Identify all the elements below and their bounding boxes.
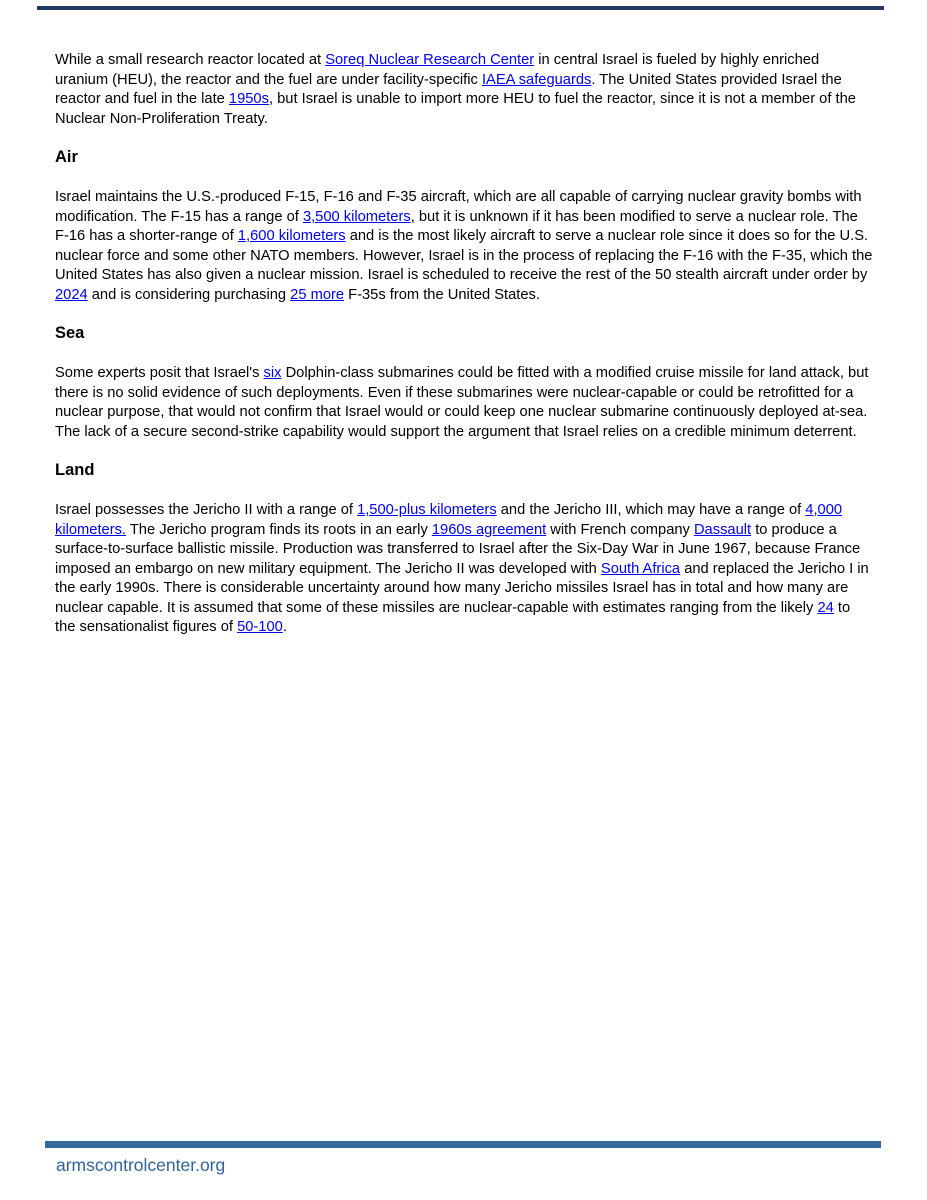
link-iaea-safeguards[interactable]: IAEA safeguards <box>481 71 592 88</box>
text-run: and is the most likely aircraft to serve a nuclear role since it does so for the U.S. nuclear force and some other NATO members. However, Israel is in the process of replacing the F-16 with the F-35, which the United States has also given a nuclear mission. Israel is scheduled to receive the rest of the 50 stealth aircraft under order by <box>55 228 873 283</box>
section-heading-air: Air <box>55 148 78 166</box>
text-run: , but it is unknown if it has been modified to serve a nuclear role. The F-16 has a shorter-range of <box>55 208 858 244</box>
text-run: F-35s from the United States. <box>344 286 540 303</box>
text-run: Some experts posit that Israel's <box>55 365 264 381</box>
link-1960s-agreement[interactable]: 1960s agreement <box>431 521 547 538</box>
link-50-100[interactable]: 50-100 <box>237 619 283 635</box>
text-run: . The United States provided Israel the reactor and fuel in the late <box>55 71 842 107</box>
document-body <box>55 51 873 656</box>
section-heading-land: Land <box>55 461 95 479</box>
footer-rule <box>45 1141 881 1148</box>
link-2024[interactable]: 2024 <box>55 286 88 303</box>
link-3-500-kilometers[interactable]: 3,500 kilometers <box>302 208 411 225</box>
link-1-500-plus-kilometers[interactable]: 1,500-plus kilometers <box>357 502 497 518</box>
text-run: and the Jericho III, which may have a range of <box>496 502 806 518</box>
text-run: with French company <box>546 521 694 538</box>
text-run: . <box>282 619 287 635</box>
paragraph <box>55 51 873 129</box>
link-4-000-kilometers[interactable]: 4,000 kilometers. <box>55 502 843 538</box>
link-24[interactable]: 24 <box>817 599 834 616</box>
text-run: , but Israel is unable to import more HEU to fuel the reactor, since it is not a member of the Nuclear Non-Proliferation Treaty. <box>55 91 856 127</box>
paragraph <box>55 501 873 638</box>
page-top-border <box>37 6 884 10</box>
paragraph <box>55 364 873 442</box>
text-run: to the sensationalist figures of <box>55 599 851 635</box>
footer-site-url: armscontrolcenter.org <box>56 1155 226 1175</box>
text-run: and replaced the Jericho I in the early 1990s. There is considerable uncertainty around how many Jericho missiles Israel has in total and how many are nuclear capable. It is assumed that some of these missiles are nuclear-capable with estimates ranging from the likely <box>55 560 869 616</box>
text-run: in central Israel is fueled by highly enriched uranium (HEU), the reactor and the fuel are under facility-specific <box>55 52 820 88</box>
text-run: Dolphin-class submarines could be fitted with a modified cruise missile for land attack, but there is no solid evidence of such deployments. Even if these submarines were nuclear-capable or could be retrofitted for a nuclear purpose, that would not confirm that Israel would or could keep one nuclear submarine continuously deployed at-sea. The lack of a secure second-strike capability would support the argument that Israel relies on a credible minimum deterrent. <box>55 365 869 440</box>
link-soreq-nuclear-research-center[interactable]: Soreq Nuclear Research Center <box>325 52 535 68</box>
text-run: Israel maintains the U.S.-produced F-15, F-16 and F-35 aircraft, which are all capable of carrying nuclear gravity bombs with modification. The F-15 has a range of <box>55 189 862 225</box>
text-run: to produce a surface-to-surface ballistic missile. Production was transferred to Israel after the Six-Day War in June 1967, because France imposed an embargo on new military equipment. The Jericho II was developed with <box>55 521 861 577</box>
link-25-more[interactable]: 25 more <box>290 286 345 303</box>
text-run: Israel possesses the Jericho II with a range of <box>55 502 358 518</box>
link-1-600-kilometers[interactable]: 1,600 kilometers <box>237 228 346 244</box>
section-heading-sea: Sea <box>55 324 85 342</box>
paragraph <box>55 188 873 305</box>
text-run: While a small research reactor located at <box>55 52 326 68</box>
text-run: and is considering purchasing <box>87 286 291 303</box>
text-run: The Jericho program finds its roots in an early <box>126 521 432 538</box>
link-south-africa[interactable]: South Africa <box>600 560 681 577</box>
link-1950s[interactable]: 1950s <box>228 91 269 107</box>
link-dassault[interactable]: Dassault <box>693 521 752 538</box>
link-six[interactable]: six <box>263 365 282 381</box>
